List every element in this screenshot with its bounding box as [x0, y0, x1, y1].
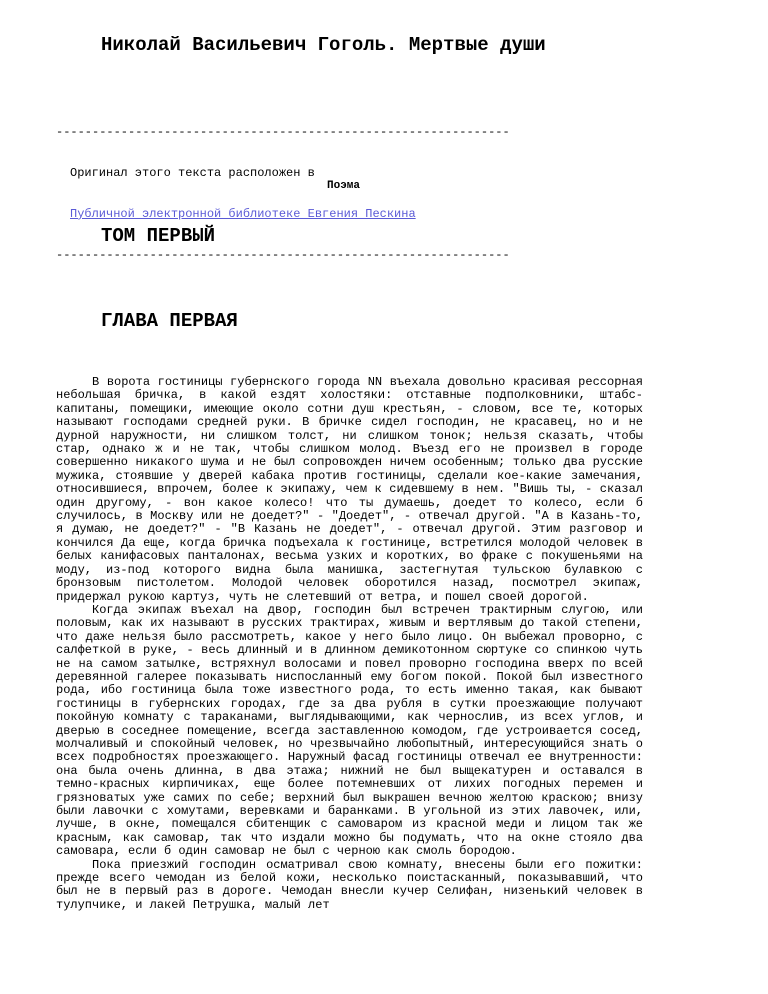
notice-rule-bottom: ---------------------------------------------------------------: [56, 248, 510, 262]
document-title: Николай Васильевич Гоголь. Мертвые души: [101, 34, 546, 56]
paragraph: В ворота гостиницы губернского города NN въехала довольно красивая рессорная небольшая бричка, в какой ездят холостяки: отставные подполковники, штабс-капитаны, помещики, имеющие около сотни душ крестьян, - словом, все те, которых называют господами средней руки. В бричке сидел господин, не красавец, но и не дурной наружности, ни слишком толст, ни слишком тонок; нельзя сказать, чтобы стар, однако ж и не так, чтобы слишком молод. Въезд его не произвел в городе совершенно никакого шума и не был сопровожден ничем особенным; только два русские мужика, стоявшие у дверей кабака против гостиницы, сделали кое-какие замечания, относившиеся, впрочем, более к экипажу, чем к сидевшему в нем. "Вишь ты, - сказал один другому, - вон какое колесо! что ты думаешь, доедет то колесо, если б случилось, в Москву или не доедет?" - "Доедет", - отвечал другой. "А в Казань-то, я думаю, не доедет?" - "В Казань не доедет", - отвечал другой. Этим разговор и кончился Да еще, когда бричка подъехала к гостинице, встретился молодой человек в белых канифасовых панталонах, весьма узких и коротких, во фраке с покушеньями на моду, из-под которого видна была манишка, застегнутая тульскою булавкою с бронзовым пистолетом. Молодой человек оборотился назад, посмотрел экипаж, придержал рукою картуз, чуть не слетевший от ветра, и пошел своей дорогой.: [56, 375, 643, 604]
volume-heading: ТОМ ПЕРВЫЙ: [101, 225, 216, 247]
chapter-heading: ГЛАВА ПЕРВАЯ: [101, 310, 238, 332]
notice-rule-top: ---------------------------------------------------------------: [56, 126, 510, 140]
library-link[interactable]: Публичной электронной библиотеке Евгения Пескина: [70, 206, 416, 221]
chapter-text: [56, 376, 643, 912]
paragraph: Когда экипаж въехал на двор, господин был встречен трактирным слугою, или половым, как их называют в русских трактирах, живым и вертлявым до такой степени, что даже нельзя было рассмотреть, какое у него было лицо. Он выбежал проворно, с салфеткой в руке, - весь длинный и в длинном демикотонном сюртуке со спинкою чуть не на самом затылке, встряхнул волосами и повел проворно господина вверх по всей деревянной галерее показывать ниспосланный ему богом покой. Покой был известного рода, ибо гостиница была тоже известного рода, то есть именно такая, как бывают гостиницы в губернских городах, где за два рубля в сутки проезжающие получают покойную комнату с тараканами, выглядывающими, как чернослив, из всех углов, и дверью в соседнее помещение, всегда заставленною комодом, где устроивается сосед, молчаливый и спокойный человек, но чрезвычайно любопытный, интересующийся знать о всех подробностях проезжающего. Наружный фасад гостиницы отвечал ее внутренности: она была очень длинна, в два этажа; нижний не был выщекатурен и оставался в темно-красных кирпичиках, еще более потемневших от лихих погодных перемен и грязноватых уже самих по себе; верхний был выкрашен вечною желтою краскою; внизу были лавочки с хомутами, веревками и баранками. В угольной из этих лавочек, или, лучше, в окне, помещался сбитенщик с самоваром из красной меди и лицом так же красным, как самовар, так что издали можно бы подумать, что на окне стояло два самовара, если б один самовар не был с черною как смоль бородою.: [56, 602, 643, 859]
notice-text: Оригинал этого текста расположен в: [70, 165, 315, 180]
paragraph: Пока приезжий господин осматривал свою комнату, внесены были его пожитки: прежде всего чемодан из белой кожи, несколько поистасканный, показывавший, что был не в первый раз в дороге. Чемодан внесли кучер Селифан, низенький человек в тулупчике, и лакей Петрушка, малый лет: [56, 857, 643, 912]
genre-label: Поэма: [327, 180, 361, 192]
source-notice: [56, 99, 546, 289]
